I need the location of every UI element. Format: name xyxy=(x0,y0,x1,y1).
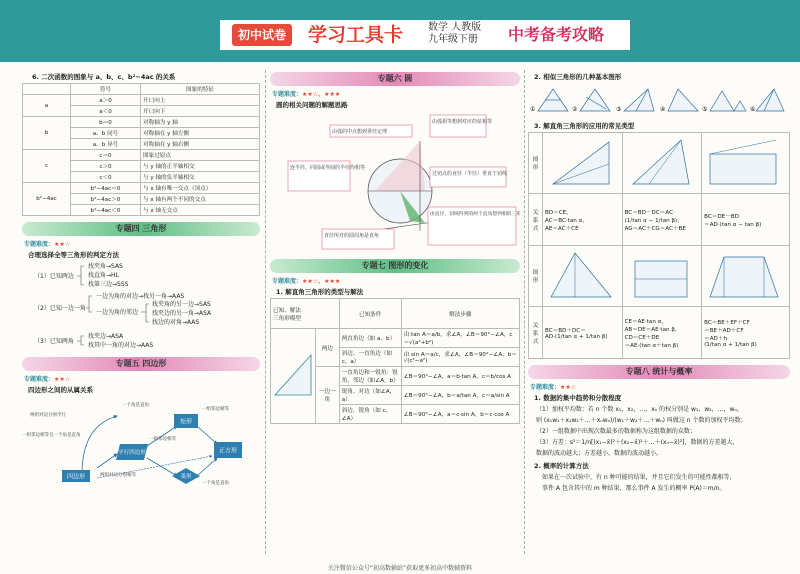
rt-known: 斜边、一直角边（如 c、a） xyxy=(339,348,401,367)
prob-line: 事件 A 包含其中的 m 种结果，那么事件 A 发生的概率 P(A)＝m/n。 xyxy=(542,485,726,492)
feature-cell: 图象过原点 xyxy=(141,150,260,161)
difficulty-label: 专题难度： xyxy=(272,278,303,285)
rel-line: AC＝BC·tan α， xyxy=(545,217,588,224)
rel-line: BC＝BD－DC＝AC· xyxy=(624,209,675,216)
feature-cell: 开口向下 xyxy=(141,106,260,117)
prob-line: 如果在一次试验中，有 n 种可能的结果，并且它们发生的可能性都相等， xyxy=(542,474,736,481)
tree-branch: 一边为角的邻边 xyxy=(96,309,139,316)
topic5-bar: 专题五 四边形 xyxy=(22,357,260,371)
rel-line: AD·(1/tan α + 1/tan β) xyxy=(545,333,608,340)
para-node-label: 平行四边形 xyxy=(118,450,146,456)
arrow-label: 两组对边分别平行 xyxy=(30,413,66,418)
feature-cell: 与 x 轴无交点 xyxy=(141,205,260,216)
sign-cell: b²−4ac＞0 xyxy=(71,194,141,205)
difficulty-stars: ★★☆ xyxy=(54,376,71,383)
rt-solve: ∠B＝90°−∠A，a＝b·tan A，c＝b/cos A xyxy=(401,367,519,386)
difficulty-label: 专题难度： xyxy=(530,384,561,391)
coef-disc: b²−4ac xyxy=(23,183,71,216)
similar-figures xyxy=(528,83,790,117)
rel-line: ＝AD·(tan α − tan β) xyxy=(704,221,762,228)
tree-root: （2）已知一边一角 xyxy=(34,305,86,312)
rel-cell xyxy=(702,307,790,359)
coef-c: c xyxy=(23,150,71,183)
fig-cell xyxy=(622,246,702,307)
tree-leaf: 找直角→HL xyxy=(88,272,119,279)
sign-cell: c＞0 xyxy=(71,161,141,172)
rt-hdr-model: 三角形模型 xyxy=(273,315,301,322)
sim-title: 2. 相似三角形的几种基本图形 xyxy=(534,73,622,81)
column-1 xyxy=(22,64,260,560)
circle-subtitle: 圆的相关问题的解题思路 xyxy=(276,101,348,109)
stat-line: （1）加权平均数：若 n 个数 x₁，x₂，…，xₙ 的权分别是 w₁，w₂，…，wₙ， xyxy=(536,406,743,413)
circle-note: 由直径、切线得到的两个直角想到相似三角 xyxy=(430,212,520,217)
feature-cell: 与 x 轴有唯一交点（顶点） xyxy=(141,183,260,194)
coef-a: a xyxy=(23,95,71,117)
rt-subtitle: 1. 解直角三角形的类型与解法 xyxy=(276,288,364,296)
rel-line: (1/tan α − 1/tan β)， xyxy=(624,217,683,224)
stat-line: 数据的波动越大；方差越小，数据的波动越小。 xyxy=(536,450,663,457)
circle-note: 由弧的中点想到垂径定理 xyxy=(332,129,388,135)
sign-cell: c＝0 xyxy=(71,150,141,161)
rel-line: CE＝AE·tan α， xyxy=(624,318,667,325)
rt-known: 两直角边（如 a、b） xyxy=(339,329,401,348)
rt-known-text: 锐角、邻边（如∠A，b） xyxy=(341,370,399,384)
fig-label: ③ xyxy=(616,106,622,113)
rt-hdr: 解法步骤 xyxy=(401,299,519,329)
rt-known: 一直角边和一锐角：锐角、邻边（如∠A，b） xyxy=(339,367,401,386)
th-sign: 符号 xyxy=(71,84,141,95)
fig-cell xyxy=(543,133,623,194)
feature-cell: 与 y 轴的正半轴相交 xyxy=(141,161,260,172)
topic4-difficulty xyxy=(24,239,260,248)
header-chip: 初中试卷 xyxy=(232,24,292,46)
app-table xyxy=(528,132,790,359)
difficulty-label: 专题难度： xyxy=(24,376,55,383)
stat-line: 则 (x₁w₁＋x₂w₂＋…＋xₙwₙ)/(w₁＋w₂＋…＋wₙ) 叫做这 n 个数的加权平均数； xyxy=(536,417,747,424)
circle-note: 由弧相等想到对应的弦相等 xyxy=(432,119,493,125)
arrow-label: 一个角是直角 xyxy=(122,403,149,408)
square-node-label: 正方形 xyxy=(218,447,238,455)
stat-line: （3）方差：s²＝1/n[(x₁−x̄)²＋(x₂−x̄)²＋…＋(xₙ−x̄)²]，数据的方差越大， xyxy=(536,439,739,446)
coef-b: b xyxy=(23,117,71,150)
difficulty-stars: ★★☆ xyxy=(54,241,71,248)
feature-cell: 对称轴为 y 轴 xyxy=(141,117,260,128)
rt-solve: ∠B＝90°−∠A，a＝c·sin A，b＝c·cos A xyxy=(401,405,519,424)
grade-label: 九年级下册 xyxy=(428,34,478,45)
header-exam: 中考备考攻略 xyxy=(508,25,605,44)
rel-line: ＝BE＋AD＋CF xyxy=(704,327,744,334)
rt-figure-cell xyxy=(271,329,316,424)
tri-subtitle: 合理选择全等三角形的判定方法 xyxy=(28,251,119,259)
sign-cell: c＜0 xyxy=(71,172,141,183)
tree-leaf: 找其中一角的对边→AAS xyxy=(88,342,154,349)
sign-cell: a、b 异号 xyxy=(71,139,141,150)
tree-leaf: 找夹边的另一角→ASA xyxy=(152,310,212,317)
rel-line: CD＝CE＋DE xyxy=(624,334,660,341)
rel-cell xyxy=(702,194,790,246)
feature-cell: 与 x 轴有两个不同的交点 xyxy=(141,194,260,205)
row-rel-label: 关系式 xyxy=(529,307,543,359)
tree-leaf: 一边为角的对边→找另一角→AAS xyxy=(96,293,185,300)
rel-cell xyxy=(543,194,623,246)
prob-subtitle: 2. 概率的计算方法 xyxy=(534,462,589,470)
tree-brackets xyxy=(22,261,260,353)
rel-line: BD＝CE， xyxy=(545,209,572,216)
column-3 xyxy=(528,64,790,560)
header-banner xyxy=(0,0,800,62)
column-divider xyxy=(265,70,266,554)
rel-line: AG＝AC＋CG＝AC＋BE xyxy=(624,225,686,232)
tri-tree xyxy=(22,261,260,353)
circle-note: 连半径、同圆或等圆的半径均相等 xyxy=(290,165,366,171)
rt-known: 锐角、对边（如∠A，a） xyxy=(339,386,401,405)
rt-table xyxy=(270,298,520,424)
tree-leaf: 找夹角的另一边→SAS xyxy=(152,301,211,308)
rel-cell xyxy=(543,307,623,359)
sign-cell: a、b 同号 xyxy=(71,128,141,139)
tree-root: （3）已知两角 xyxy=(34,338,74,345)
rt-kind: 一边一角 xyxy=(316,367,340,424)
fig-cell xyxy=(543,246,623,307)
quad-table-title: 6. 二次函数的图象与 a、b、c、b²−4ac 的关系 xyxy=(32,73,176,81)
rt-subkind: 一直角边和一锐角 xyxy=(341,370,387,376)
prob-body xyxy=(528,472,790,494)
header-title: 学习工具卡 xyxy=(308,24,404,46)
fig-label: ① xyxy=(530,106,536,113)
feature-cell: 与 y 轴的负半轴相交 xyxy=(141,172,260,183)
th-blank xyxy=(23,84,71,95)
rt-solve: 由 tan A＝a/b，求∠A，∠B＝90°−∠A，c＝√(a²+b²) xyxy=(401,329,519,348)
sign-cell: b²−4ac＝0 xyxy=(71,183,141,194)
stat-line: （2）一组数据中出现次数最多的数据称为这组数据的众数； xyxy=(536,428,696,435)
difficulty-stars: ★★☆、★★★ xyxy=(302,278,341,285)
topic5-difficulty xyxy=(24,374,260,383)
tree-leaf: 找夹角→SAS xyxy=(88,263,123,270)
fig-cell xyxy=(702,133,790,194)
tree-leaf: 找边的对角→AAS xyxy=(152,319,200,326)
app-title: 3. 解直角三角形的应用的常见类型 xyxy=(534,122,635,130)
circle-note: 过切点的直径（半径）垂直于切线 xyxy=(432,171,508,177)
sign-cell: a＜0 xyxy=(71,106,141,117)
rt-solve: ∠B＝90°−∠A，b＝a/tan A，c＝a/sin A xyxy=(401,386,519,405)
column-2 xyxy=(270,64,520,560)
circle-diagram xyxy=(270,111,520,251)
arrow-label: 一组邻边相等 xyxy=(202,407,229,412)
th-feature: 图象的特征 xyxy=(141,84,260,95)
rel-line: ＝AE·(tan α＋tan β) xyxy=(624,342,679,349)
footer-note: 关注微信公众号“初高数辅站”获取更多初高中数辅资料 xyxy=(327,565,473,572)
topic8-difficulty xyxy=(530,382,790,391)
feature-cell: 对称轴在 y 轴右侧 xyxy=(141,139,260,150)
rt-hdr: 已知条件 xyxy=(339,299,401,329)
rel-line: BC＝DE－BD xyxy=(704,213,739,220)
rel-cell xyxy=(622,194,702,246)
rel-line: BC＝BD＋DC＝ xyxy=(545,327,586,334)
tree-root: （1）已知两边 xyxy=(34,273,74,280)
fig-cell xyxy=(622,133,702,194)
arrow-label: 一组邻边相等且一个角是直角 xyxy=(22,433,81,438)
rel-line: ＝AD＋h· xyxy=(704,335,729,342)
topic7-bar: 专题七 图形的变化 xyxy=(270,259,520,273)
sign-cell: b²−4ac＜0 xyxy=(71,205,141,216)
circle-note: 直径所对的圆周角是直角 xyxy=(324,233,380,239)
topic6-difficulty xyxy=(272,89,520,98)
topic8-bar: 专题八 统计与概率 xyxy=(528,365,790,379)
fig-label: ② xyxy=(572,106,578,113)
tree-leaf: 找第三边→SSS xyxy=(88,281,129,288)
tree-leaf: 找夹边→ASA xyxy=(88,333,124,340)
topic6-bar: 专题六 圆 xyxy=(270,72,520,86)
feature-cell: 开口向上 xyxy=(141,95,260,106)
quad-relation-diagram xyxy=(22,396,260,488)
rt-hdr xyxy=(271,299,340,329)
arrow-label: 一组邻边相等 xyxy=(149,437,176,442)
subject-label: 数学 人教版 xyxy=(428,22,482,33)
fig-label: ④ xyxy=(660,106,666,113)
arrow-label: 两组对边分别相等 xyxy=(100,473,136,478)
topic7-difficulty xyxy=(272,276,520,285)
row-fig-label: 图形 xyxy=(529,246,543,307)
arrow-label: 一个角是直角 xyxy=(202,481,229,486)
rel-line: AB＝DE＝AE·tan β， xyxy=(624,326,681,333)
fig-cell xyxy=(702,246,790,307)
stat-subtitle: 1. 数据的集中趋势和分散程度 xyxy=(534,394,622,402)
rt-hdr-known: 已知、解法 xyxy=(273,307,301,314)
difficulty-stars: ★★☆、★★★ xyxy=(302,91,341,98)
header-subject xyxy=(428,22,481,46)
fig-label: ⑥ xyxy=(750,106,756,113)
difficulty-stars: ★★☆ xyxy=(560,384,577,391)
rel-cell xyxy=(622,307,702,359)
rhombus-node-label: 菱形 xyxy=(180,474,192,480)
rt-figure xyxy=(273,345,313,405)
rel-line: BC＝BE＋EF＋CF xyxy=(704,319,750,326)
column-divider xyxy=(524,70,525,554)
rt-kind: 两边 xyxy=(316,329,340,367)
sign-cell: a＞0 xyxy=(71,95,141,106)
quad-rel-subtitle: 四边形之间的从属关系 xyxy=(28,386,93,394)
quad-node-label: 四边形 xyxy=(66,473,86,481)
rel-line: (1/tan α + 1/tan β) xyxy=(704,341,757,348)
rel-line: AE＝AC＋CE xyxy=(545,225,579,232)
quad-table xyxy=(22,83,260,216)
feature-cell: 对称轴在 y 轴左侧 xyxy=(141,128,260,139)
fig-label: ⑤ xyxy=(702,106,708,113)
rt-known: 斜边、锐角（如 c、∠A） xyxy=(339,405,401,424)
topic4-bar: 专题四 三角形 xyxy=(22,222,260,236)
sign-cell: b＝0 xyxy=(71,117,141,128)
rt-solve: 由 sin A＝a/c，求∠A，∠B＝90°−∠A，b＝√(c²−a²) xyxy=(401,348,519,367)
stat-body xyxy=(528,404,790,459)
row-fig-label: 图形 xyxy=(529,133,543,194)
row-rel-label: 关系式 xyxy=(529,194,543,246)
difficulty-label: 专题难度： xyxy=(24,241,55,248)
difficulty-label: 专题难度： xyxy=(272,91,303,98)
rect-node-label: 矩形 xyxy=(179,418,193,426)
